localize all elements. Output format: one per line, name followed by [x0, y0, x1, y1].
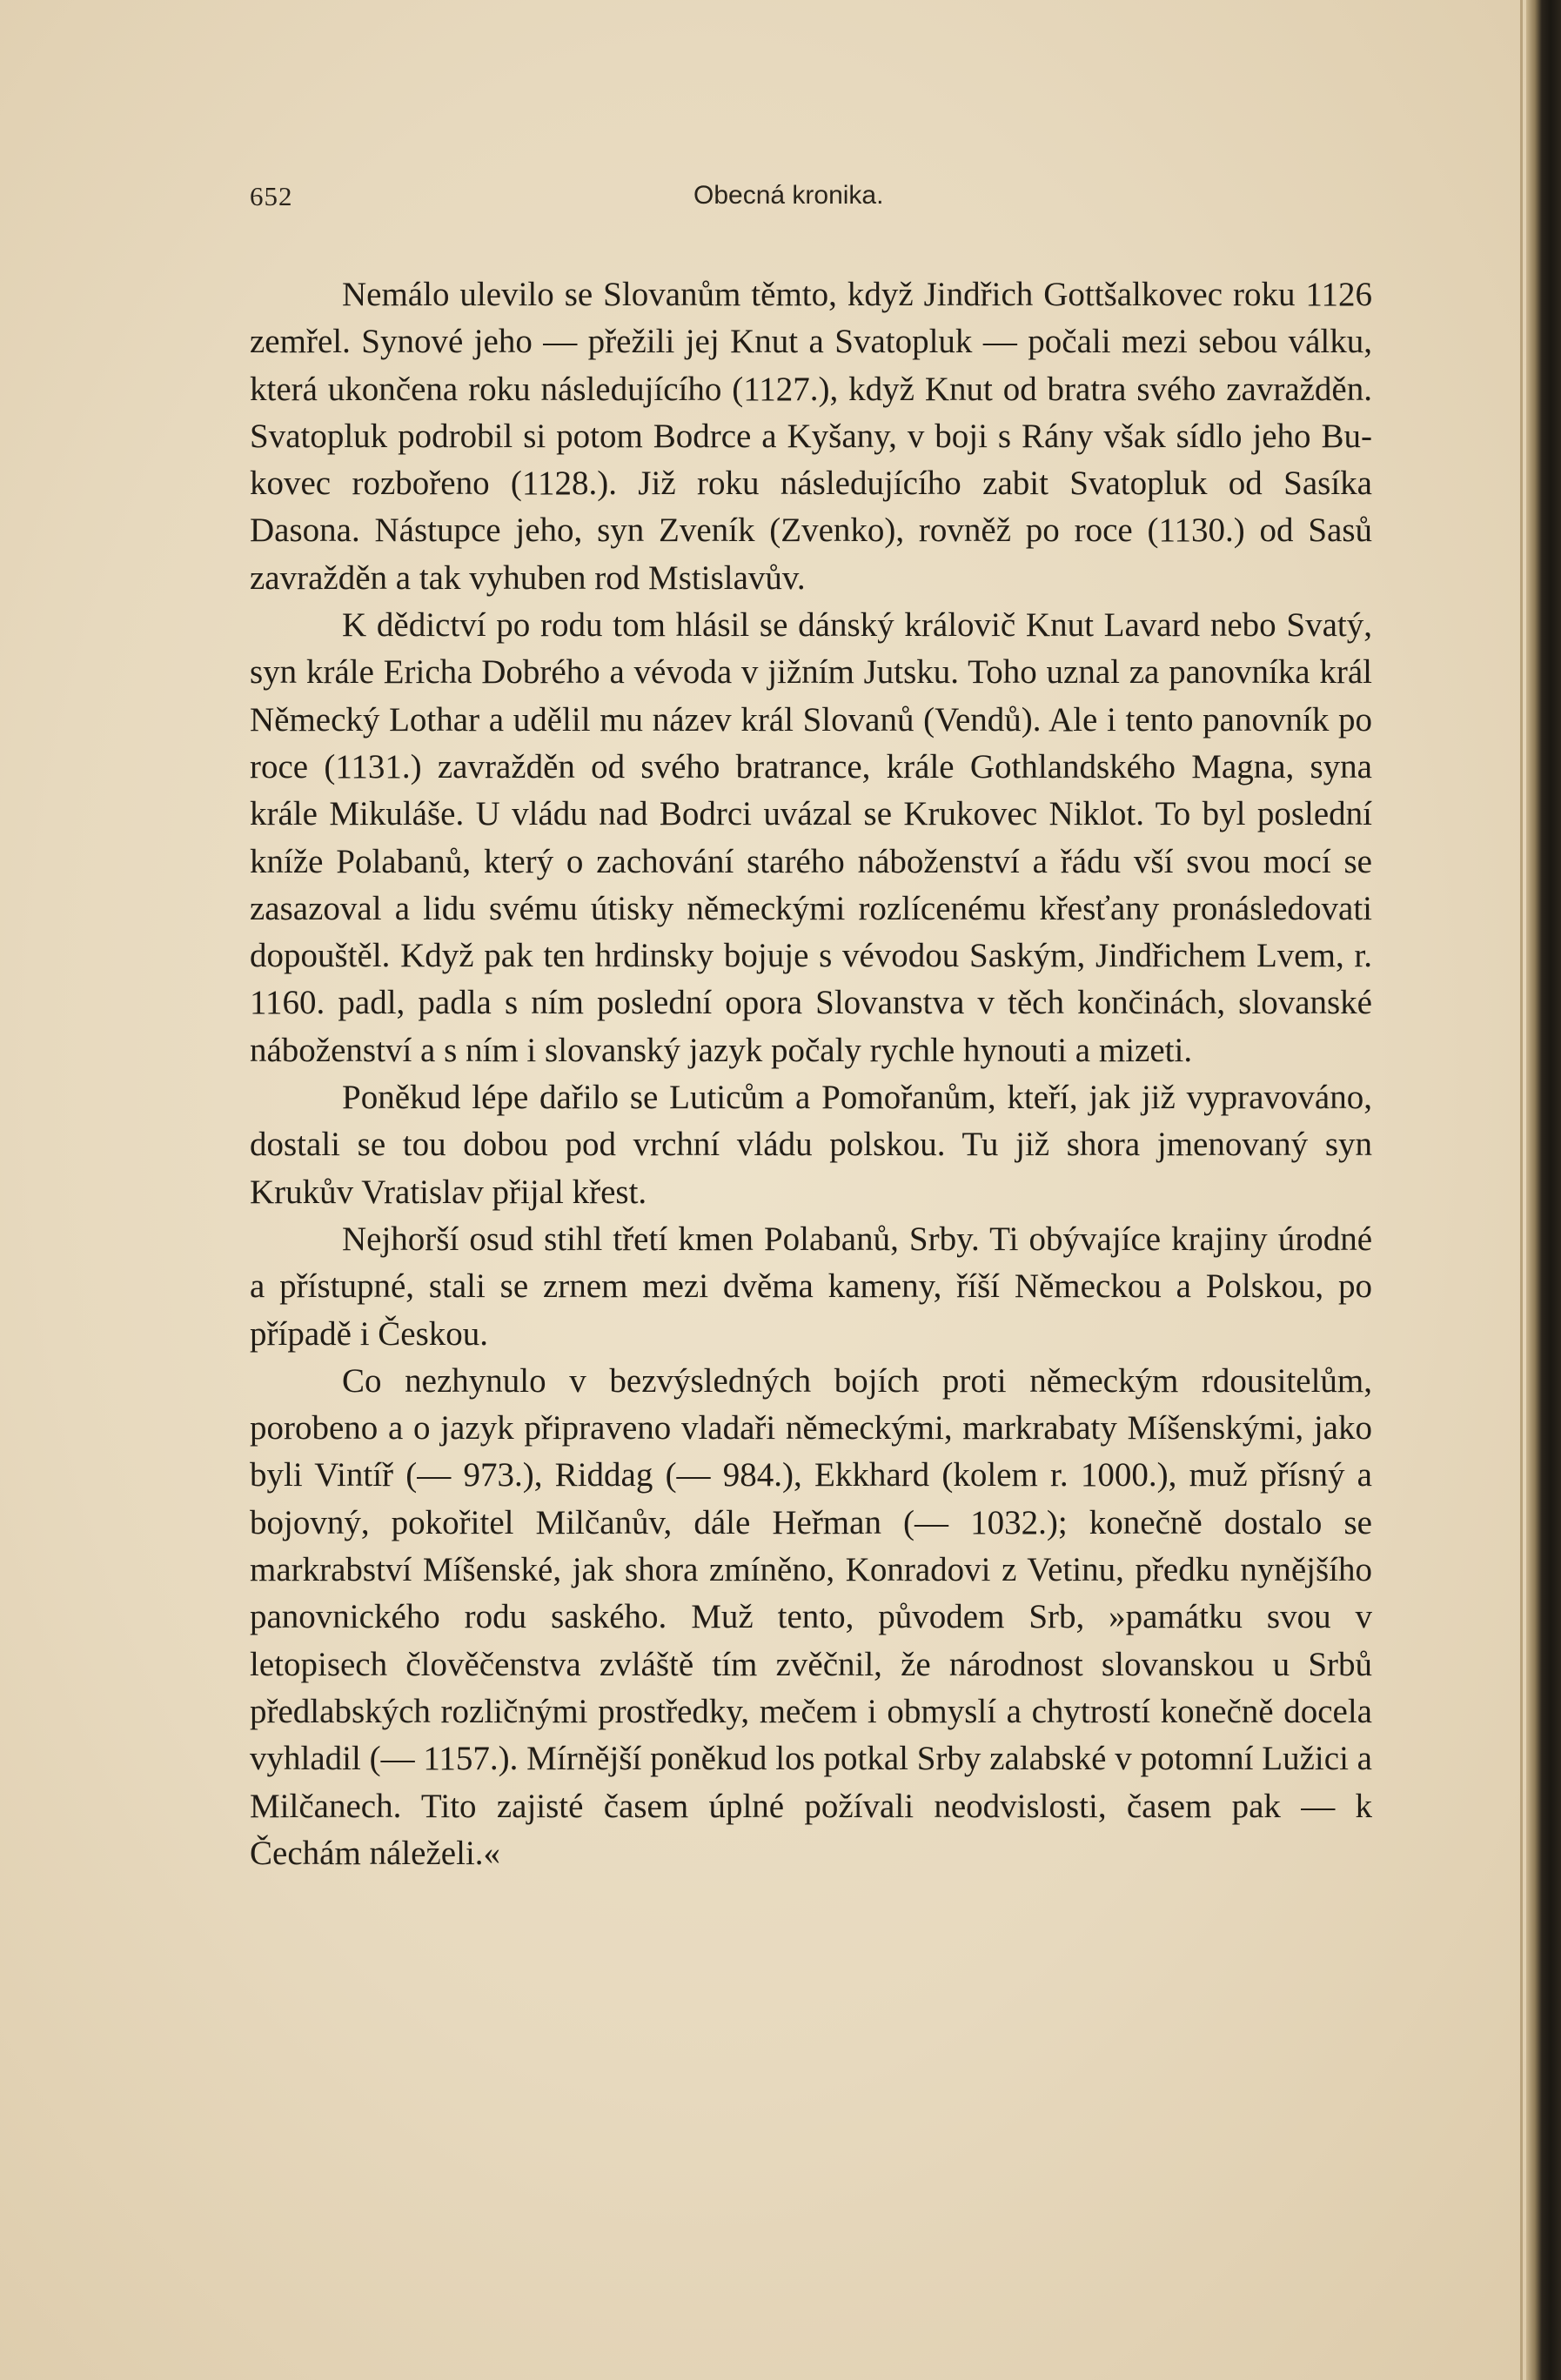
paragraph: Nejhorší osud stihl třetí kmen Polabanů, Srby. Ti obývajíce krajiny úrodné a přístupné, stali se zrnem mezi dvěma kameny, říší Německou a Polskou, po případě i Českou.	[250, 1220, 1372, 1353]
binding-line	[1520, 0, 1523, 2380]
body-text	[250, 271, 1372, 1877]
paragraph: Co nezhynulo v bezvýsledných bojích proti německým rdousitelům, porobeno a o jazyk připraveno vladaři německými, markrabaty Míšenskými, jako byli Vintíř (— 973.), Riddag (— 984.), Ekkhard (kolem r. 1000.), muž přísný a bojovný, pokořitel Milčanův, dále Heřman (— 1032.); konečně dostalo se markrabství Míšenské, jak shora zmíněno, Konradovi z Vetinu, předku nynějšího panovnického rodu saského. Muž tento, původem Srb, »památku svou v letopisech člověčenstva zvláště tím zvěčnil, že národnost slovanskou u Srbů předlabských rozličnými prostředky, mečem i obmyslí a chytrostí konečně docela vyhladil (— 1157.). Mírnější poněkud los potkal Srby zalabské v potomní Lužici a Milčanech. Tito zajisté časem úplné požívali neodvislosti, časem pak — k Čechám náleželi.«	[250, 1361, 1372, 1872]
page-header	[250, 181, 1372, 216]
book-binding-edge	[1526, 0, 1561, 2380]
running-title: Obecná kronika.	[693, 181, 884, 210]
page-number: 652	[250, 181, 293, 211]
paragraph: Poněkud lépe dařilo se Luticům a Pomořanům, kteří, jak již vypravováno, dostali se tou dobou pod vrchní vládu polskou. Tu již shora jmenovaný syn Krukův Vratislav přijal křest.	[250, 1079, 1372, 1211]
paragraph: K dědictví po rodu tom hlásil se dánský královič Knut Lavard nebo Svatý, syn krále Ericha Dobrého a vévoda v jižním Jutsku. Toho uznal za panovníka král Německý Lothar a udělil mu název král Slovanů (Vendů). Ale i tento panovník po roce (1131.) zavražděn od svého bratrance, krále Gothlandského Magna, syna krále Mikuláše. U vládu nad Bodrci uvázal se Krukovec Niklot. To byl poslední kníže Polabanů, který o zachování starého náboženství a řádu vší svou mocí se zasazoval a lidu svému útisky německými rozlícenému křesťany pronásledovati dopouštěl. Když pak ten hrdinsky bojuje s vévodou Saským, Jindřichem Lvem, r. 1160. padl, padla s ním poslední opora Slovanstva v těch končinách, slovanské náboženství a s ním i slovanský jazyk počaly rychle hynouti a mizeti.	[250, 606, 1372, 1069]
paragraph: Nemálo ulevilo se Slovanům těmto, když Jindřich Gottšalkovec roku 1126 zemřel. Synové jeho — přežili jej Knut a Svatopluk — počali mezi sebou válku, která ukončena roku následujícího (1127.), když Knut od bratra svého zavražděn. Svatopluk podrobil si potom Bodrce a Kyšany, v boji s Rány však sídlo jeho Bukovec rozbořeno (1128.). Již roku následujícího zabit Svatopluk od Sasíka Dasona. Nástupce jeho, syn Zveník (Zvenko), rovněž po roce (1130.) od Sasů zavražděn a tak vyhuben rod Mstislavův.	[250, 276, 1372, 597]
